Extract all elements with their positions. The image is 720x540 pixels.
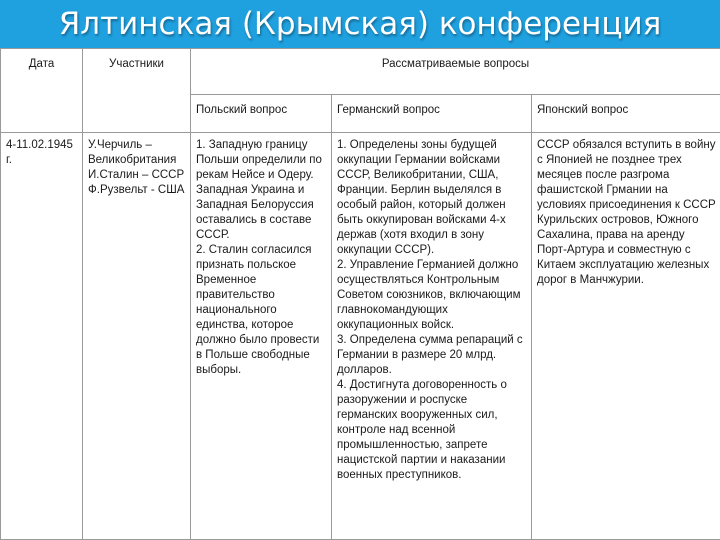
polish-question-header: Польский вопрос	[191, 95, 332, 133]
header-row	[1, 49, 720, 95]
participants-value: У.Черчиль – Великобритания И.Сталин – СССР Ф.Рузвельт - США	[88, 139, 185, 196]
german-question-text: 1. Определены зоны будущей оккупации Германии войсками СССР, Великобритании, США, Франции. Берлин выделялся в особый район, который должен быть оккупирован войсками 4-х держав (хотя входил в зону оккупации СССР). 2. Управление Германией должно осуществляться Контрольным Советом союзников, включающим главнокомандующих оккупационных войск. 3. Определена сумма репараций с Германии в размере 20 млрд. долларов. 4. Достигнута договоренность о разоружении и роспуске германских вооруженных сил, контроле над всенной промышленностью, запрете нацистской партии и наказании военных преступников.	[337, 139, 523, 481]
date-value: 4-11.02.1945 г.	[6, 139, 73, 166]
date-cell	[1, 133, 83, 540]
german-question-header: Германский вопрос	[332, 95, 532, 133]
japanese-question-cell	[532, 133, 720, 540]
polish-question-text: 1. Западную границу Польши определили по рекам Нейсе и Одеру. Западная Украина и Западная Белоруссия оставались в составе СССР. 2. Сталин согласился признать польское Временное правительство национального единства, которое должно было провести в Польше свободные выборы.	[196, 139, 322, 376]
issues-header: Рассматриваемые вопросы	[191, 49, 720, 95]
slide-header	[0, 0, 720, 48]
japanese-question-header: Японский вопрос	[532, 95, 720, 133]
german-question-cell	[332, 133, 532, 540]
table-row	[1, 133, 720, 540]
conference-table	[0, 48, 720, 540]
participants-header: Участники	[83, 49, 191, 133]
polish-question-cell	[191, 133, 332, 540]
japanese-question-text: СССР обязался вступить в войну с Японией не позднее трех месяцев после разгрома фашистской Грмании на условиях присоединения к СССР Курильских островов, Южного Сахалина, права на аренду Порт-Артура и совместную с Китаем эксплуатацию железных дорог в Манчжурии.	[537, 139, 716, 286]
slide-title: Ялтинская (Крымская) конференция	[58, 6, 662, 42]
date-header: Дата	[1, 49, 83, 133]
participants-cell	[83, 133, 191, 540]
